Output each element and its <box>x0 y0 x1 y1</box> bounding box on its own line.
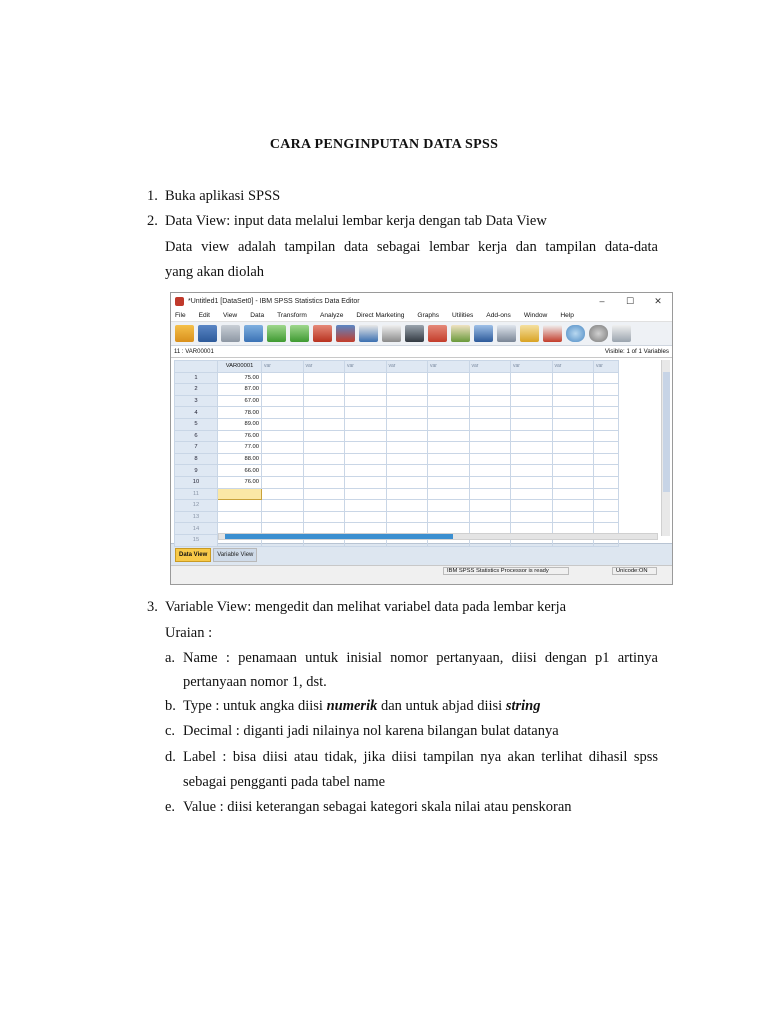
empty-cell[interactable] <box>428 465 470 477</box>
empty-cell[interactable] <box>511 442 553 454</box>
empty-cell[interactable] <box>469 430 511 442</box>
empty-cell[interactable] <box>345 488 387 500</box>
row-number[interactable]: 4 <box>175 407 218 419</box>
weight-cases-icon[interactable] <box>497 325 516 342</box>
empty-cell[interactable] <box>386 488 428 500</box>
empty-cell[interactable] <box>552 395 594 407</box>
row-number[interactable]: 12 <box>175 500 218 512</box>
split-file-icon[interactable] <box>474 325 493 342</box>
empty-cell[interactable] <box>345 453 387 465</box>
empty-cell[interactable] <box>428 500 470 512</box>
empty-cell[interactable] <box>386 407 428 419</box>
empty-cell[interactable] <box>428 384 470 396</box>
empty-cell[interactable] <box>386 418 428 430</box>
spss-titlebar <box>171 293 672 310</box>
empty-cell[interactable] <box>428 453 470 465</box>
step-2-number: 2. <box>147 213 158 229</box>
uraian-b-mid: dan untuk abjad diisi <box>377 698 506 714</box>
goto-variable-icon[interactable] <box>336 325 355 342</box>
empty-cell[interactable] <box>594 384 619 396</box>
select-cases-icon[interactable] <box>520 325 539 342</box>
dialog-recall-icon[interactable] <box>244 325 263 342</box>
table-row <box>175 465 619 477</box>
spss-data-editor-window <box>170 292 673 585</box>
empty-cell[interactable] <box>428 511 470 523</box>
empty-cell[interactable] <box>469 500 511 512</box>
empty-cell[interactable] <box>428 418 470 430</box>
empty-cell[interactable] <box>594 395 619 407</box>
uraian-b-pre: Type : untuk angka diisi <box>183 698 327 714</box>
empty-cell[interactable] <box>345 395 387 407</box>
empty-cell[interactable] <box>511 465 553 477</box>
uraian-a-line-1: Name : penamaan untuk inisial nomor pertanyaan, diisi dengan p1 artinya <box>183 650 658 666</box>
empty-cell[interactable] <box>594 442 619 454</box>
uraian-a-letter: a. <box>165 650 176 666</box>
uraian-d-line-2: sebagai pengganti pada tabel name <box>183 774 386 790</box>
empty-cell[interactable] <box>345 500 387 512</box>
uraian-e-letter: e. <box>165 799 176 815</box>
save-icon[interactable] <box>198 325 217 342</box>
empty-cell[interactable] <box>386 384 428 396</box>
row-number[interactable]: 9 <box>175 465 218 477</box>
empty-cell[interactable] <box>469 488 511 500</box>
data-cell[interactable]: 76.00 <box>218 476 262 488</box>
empty-cell[interactable] <box>303 395 345 407</box>
table-row <box>175 372 619 384</box>
step-3-text: Variable View: mengedit dan melihat variabel data pada lembar kerja <box>165 599 567 615</box>
data-cell[interactable]: 76.00 <box>218 430 262 442</box>
empty-cell[interactable] <box>428 442 470 454</box>
table-row <box>175 430 619 442</box>
undo-icon[interactable] <box>267 325 286 342</box>
column-header-var00001[interactable]: VAR00001 <box>218 361 262 373</box>
find-icon[interactable] <box>405 325 424 342</box>
uraian-a-line-2: pertanyaan nomor 1, dst. <box>183 674 327 690</box>
vertical-scrollbar[interactable] <box>661 360 670 536</box>
column-header-empty[interactable]: var <box>262 361 304 373</box>
variables-icon[interactable] <box>359 325 378 342</box>
row-number[interactable]: 15 <box>175 534 218 546</box>
step-2-text: Data View: input data melalui lembar kerja dengan tab Data View <box>165 213 547 229</box>
open-icon[interactable] <box>175 325 194 342</box>
row-number[interactable]: 11 <box>175 488 218 500</box>
menu-analyze[interactable]: Analyze <box>319 312 344 319</box>
empty-cell[interactable] <box>469 511 511 523</box>
empty-cell[interactable] <box>262 511 304 523</box>
empty-cell[interactable] <box>511 488 553 500</box>
row-number[interactable]: 3 <box>175 395 218 407</box>
cell-reference-bar <box>171 346 672 358</box>
row-number[interactable]: 2 <box>175 384 218 396</box>
processor-status: IBM SPSS Statistics Processor is ready <box>443 567 569 575</box>
uraian-d-line-1: Label : bisa diisi atau tidak, jika diisi tampilan nya akan terlihat dihasil spss <box>183 749 658 765</box>
empty-cell[interactable] <box>262 500 304 512</box>
empty-cell[interactable] <box>552 511 594 523</box>
empty-cell[interactable] <box>428 407 470 419</box>
empty-cell[interactable] <box>469 465 511 477</box>
empty-cell[interactable] <box>594 453 619 465</box>
empty-cell[interactable] <box>511 372 553 384</box>
show-all-variables-icon[interactable] <box>589 325 608 342</box>
grid-corner <box>175 361 218 373</box>
column-header-empty[interactable]: var <box>552 361 594 373</box>
empty-cell[interactable] <box>594 465 619 477</box>
menu-data[interactable]: Data <box>250 312 265 319</box>
empty-cell[interactable] <box>552 488 594 500</box>
empty-cell[interactable] <box>428 430 470 442</box>
menu-add-ons[interactable]: Add-ons <box>486 312 511 319</box>
menu-help[interactable]: Help <box>560 312 574 319</box>
row-number[interactable]: 13 <box>175 511 218 523</box>
empty-cell[interactable] <box>303 418 345 430</box>
empty-cell[interactable] <box>469 372 511 384</box>
empty-cell[interactable] <box>262 407 304 419</box>
data-cell[interactable]: 88.00 <box>218 453 262 465</box>
uraian-b-line <box>183 698 540 715</box>
empty-cell[interactable] <box>262 372 304 384</box>
table-row <box>175 384 619 396</box>
empty-cell[interactable] <box>552 442 594 454</box>
table-row <box>175 476 619 488</box>
empty-cell[interactable] <box>552 430 594 442</box>
menu-view[interactable]: View <box>223 312 238 319</box>
column-header-empty[interactable]: var <box>428 361 470 373</box>
empty-cell[interactable] <box>552 384 594 396</box>
empty-cell[interactable] <box>552 465 594 477</box>
insert-cases-icon[interactable] <box>428 325 447 342</box>
empty-cell[interactable] <box>262 384 304 396</box>
empty-cell[interactable] <box>594 488 619 500</box>
run-descriptive-icon[interactable] <box>382 325 401 342</box>
empty-cell[interactable] <box>303 407 345 419</box>
data-cell[interactable]: 66.00 <box>218 465 262 477</box>
empty-cell[interactable] <box>469 453 511 465</box>
empty-cell[interactable] <box>469 384 511 396</box>
minimize-icon[interactable]: – <box>599 296 605 306</box>
empty-cell[interactable] <box>428 476 470 488</box>
maximize-icon[interactable]: ☐ <box>625 296 635 306</box>
empty-cell[interactable] <box>262 453 304 465</box>
menu-direct-marketing[interactable]: Direct Marketing <box>356 312 405 319</box>
step-2-description-line-1: Data view adalah tampilan data sebagai lembar kerja dan tampilan data-data <box>165 239 658 255</box>
data-cell[interactable]: 75.00 <box>218 372 262 384</box>
row-number[interactable]: 14 <box>175 523 218 535</box>
row-number[interactable]: 1 <box>175 372 218 384</box>
empty-cell[interactable] <box>511 430 553 442</box>
empty-cell[interactable] <box>386 511 428 523</box>
data-cell[interactable]: 78.00 <box>218 407 262 419</box>
empty-cell[interactable] <box>594 407 619 419</box>
empty-cell[interactable] <box>262 476 304 488</box>
print-icon[interactable] <box>221 325 240 342</box>
empty-cell[interactable] <box>386 372 428 384</box>
data-cell[interactable]: 89.00 <box>218 418 262 430</box>
empty-cell[interactable] <box>345 465 387 477</box>
empty-cell[interactable] <box>469 476 511 488</box>
data-cell[interactable]: 87.00 <box>218 384 262 396</box>
empty-cell[interactable] <box>262 395 304 407</box>
empty-cell[interactable] <box>511 511 553 523</box>
empty-cell[interactable] <box>386 465 428 477</box>
table-row <box>175 511 619 523</box>
empty-cell[interactable] <box>345 372 387 384</box>
spss-window-title: *Untitled1 [DataSet0] - IBM SPSS Statistics Data Editor <box>188 298 360 305</box>
data-cell[interactable]: 77.00 <box>218 442 262 454</box>
empty-cell[interactable] <box>552 453 594 465</box>
empty-cell[interactable] <box>345 418 387 430</box>
empty-cell[interactable] <box>262 430 304 442</box>
empty-cell[interactable] <box>594 418 619 430</box>
uraian-b-string: string <box>505 698 541 714</box>
unicode-status: Unicode:ON <box>612 567 657 575</box>
column-header-empty[interactable]: var <box>594 361 619 373</box>
row-number[interactable]: 6 <box>175 430 218 442</box>
spell-check-icon[interactable] <box>612 325 631 342</box>
uraian-e-line-1: Value : diisi keterangan sebagai kategori skala nilai atau penskoran <box>183 799 572 815</box>
empty-cell[interactable] <box>262 488 304 500</box>
menu-graphs[interactable]: Graphs <box>417 312 440 319</box>
uraian-heading: Uraian : <box>165 625 213 641</box>
column-header-empty[interactable]: var <box>345 361 387 373</box>
uraian-b-numerik: numerik <box>326 698 378 714</box>
empty-cell[interactable] <box>303 442 345 454</box>
empty-cell[interactable] <box>345 407 387 419</box>
goto-case-icon[interactable] <box>313 325 332 342</box>
column-header-empty[interactable]: var <box>469 361 511 373</box>
spss-app-icon <box>175 297 184 306</box>
spss-menubar <box>171 310 672 322</box>
empty-cell[interactable] <box>386 395 428 407</box>
uraian-c-line-1: Decimal : diganti jadi nilainya nol karena bilangan bulat datanya <box>183 723 559 739</box>
row-number[interactable]: 7 <box>175 442 218 454</box>
empty-cell[interactable] <box>511 500 553 512</box>
empty-cell[interactable] <box>262 442 304 454</box>
uraian-d-letter: d. <box>165 749 176 765</box>
empty-cell[interactable] <box>594 476 619 488</box>
data-cell[interactable] <box>218 511 262 523</box>
empty-cell[interactable] <box>511 407 553 419</box>
empty-cell[interactable] <box>345 442 387 454</box>
empty-cell[interactable] <box>386 442 428 454</box>
column-header-empty[interactable]: var <box>511 361 553 373</box>
table-row <box>175 488 619 500</box>
empty-cell[interactable] <box>345 384 387 396</box>
table-row <box>175 500 619 512</box>
uraian-b-letter: b. <box>165 698 176 714</box>
empty-cell[interactable] <box>386 453 428 465</box>
empty-cell[interactable] <box>303 476 345 488</box>
column-header-empty[interactable]: var <box>303 361 345 373</box>
empty-cell[interactable] <box>469 442 511 454</box>
empty-cell[interactable] <box>303 488 345 500</box>
cell-reference: 11 : VAR00001 <box>174 348 214 355</box>
empty-cell[interactable] <box>469 407 511 419</box>
redo-icon[interactable] <box>290 325 309 342</box>
tab-variable-view[interactable]: Variable View <box>213 548 257 562</box>
empty-cell[interactable] <box>386 500 428 512</box>
step-1-number: 1. <box>147 188 158 204</box>
close-icon[interactable]: ✕ <box>654 296 662 306</box>
empty-cell[interactable] <box>345 430 387 442</box>
step-2-description-line-2: yang akan diolah <box>165 264 265 280</box>
empty-cell[interactable] <box>552 500 594 512</box>
step-3-number: 3. <box>147 599 158 615</box>
data-cell[interactable]: 67.00 <box>218 395 262 407</box>
table-row <box>175 407 619 419</box>
table-row <box>175 418 619 430</box>
empty-cell[interactable] <box>262 418 304 430</box>
empty-cell[interactable] <box>511 476 553 488</box>
uraian-c-letter: c. <box>165 723 176 739</box>
empty-cell[interactable] <box>303 384 345 396</box>
document-title: CARA PENGINPUTAN DATA SPSS <box>269 137 499 152</box>
table-row <box>175 453 619 465</box>
empty-cell[interactable] <box>303 465 345 477</box>
empty-cell[interactable] <box>303 511 345 523</box>
data-grid <box>174 360 619 547</box>
vertical-scroll-thumb[interactable] <box>663 372 670 492</box>
horizontal-scroll-thumb[interactable] <box>225 534 453 539</box>
empty-cell[interactable] <box>511 418 553 430</box>
menu-window[interactable]: Window <box>523 312 548 319</box>
menu-file[interactable]: File <box>175 312 186 319</box>
value-labels-icon[interactable] <box>543 325 562 342</box>
use-sets-icon[interactable] <box>566 325 585 342</box>
step-1-text: Buka aplikasi SPSS <box>165 188 281 204</box>
menu-edit[interactable]: Edit <box>198 312 210 319</box>
visible-variables-label: Visible: 1 of 1 Variables <box>604 348 669 355</box>
empty-cell[interactable] <box>552 418 594 430</box>
empty-cell[interactable] <box>386 476 428 488</box>
empty-cell[interactable] <box>552 407 594 419</box>
insert-variable-icon[interactable] <box>451 325 470 342</box>
data-grid-area <box>171 358 672 543</box>
empty-cell[interactable] <box>594 500 619 512</box>
horizontal-scrollbar[interactable] <box>218 533 658 540</box>
menu-utilities[interactable]: Utilities <box>452 312 474 319</box>
tab-data-view[interactable]: Data View <box>175 548 211 562</box>
empty-cell[interactable] <box>345 476 387 488</box>
empty-cell[interactable] <box>428 395 470 407</box>
empty-cell[interactable] <box>386 430 428 442</box>
row-number[interactable]: 8 <box>175 453 218 465</box>
empty-cell[interactable] <box>511 395 553 407</box>
selected-cell[interactable] <box>218 488 262 500</box>
empty-cell[interactable] <box>552 476 594 488</box>
empty-cell[interactable] <box>594 511 619 523</box>
column-header-empty[interactable]: var <box>386 361 428 373</box>
empty-cell[interactable] <box>511 384 553 396</box>
status-bar <box>171 565 672 576</box>
empty-cell[interactable] <box>428 488 470 500</box>
empty-cell[interactable] <box>469 395 511 407</box>
empty-cell[interactable] <box>594 372 619 384</box>
empty-cell[interactable] <box>428 372 470 384</box>
empty-cell[interactable] <box>303 430 345 442</box>
empty-cell[interactable] <box>511 453 553 465</box>
empty-cell[interactable] <box>262 465 304 477</box>
spss-toolbar <box>171 322 672 346</box>
empty-cell[interactable] <box>552 372 594 384</box>
empty-cell[interactable] <box>469 418 511 430</box>
empty-cell[interactable] <box>594 430 619 442</box>
empty-cell[interactable] <box>303 453 345 465</box>
data-cell[interactable] <box>218 500 262 512</box>
table-row <box>175 442 619 454</box>
row-number[interactable]: 5 <box>175 418 218 430</box>
empty-cell[interactable] <box>303 500 345 512</box>
row-number[interactable]: 10 <box>175 476 218 488</box>
table-row <box>175 395 619 407</box>
empty-cell[interactable] <box>345 511 387 523</box>
menu-transform[interactable]: Transform <box>277 312 307 319</box>
empty-cell[interactable] <box>303 372 345 384</box>
